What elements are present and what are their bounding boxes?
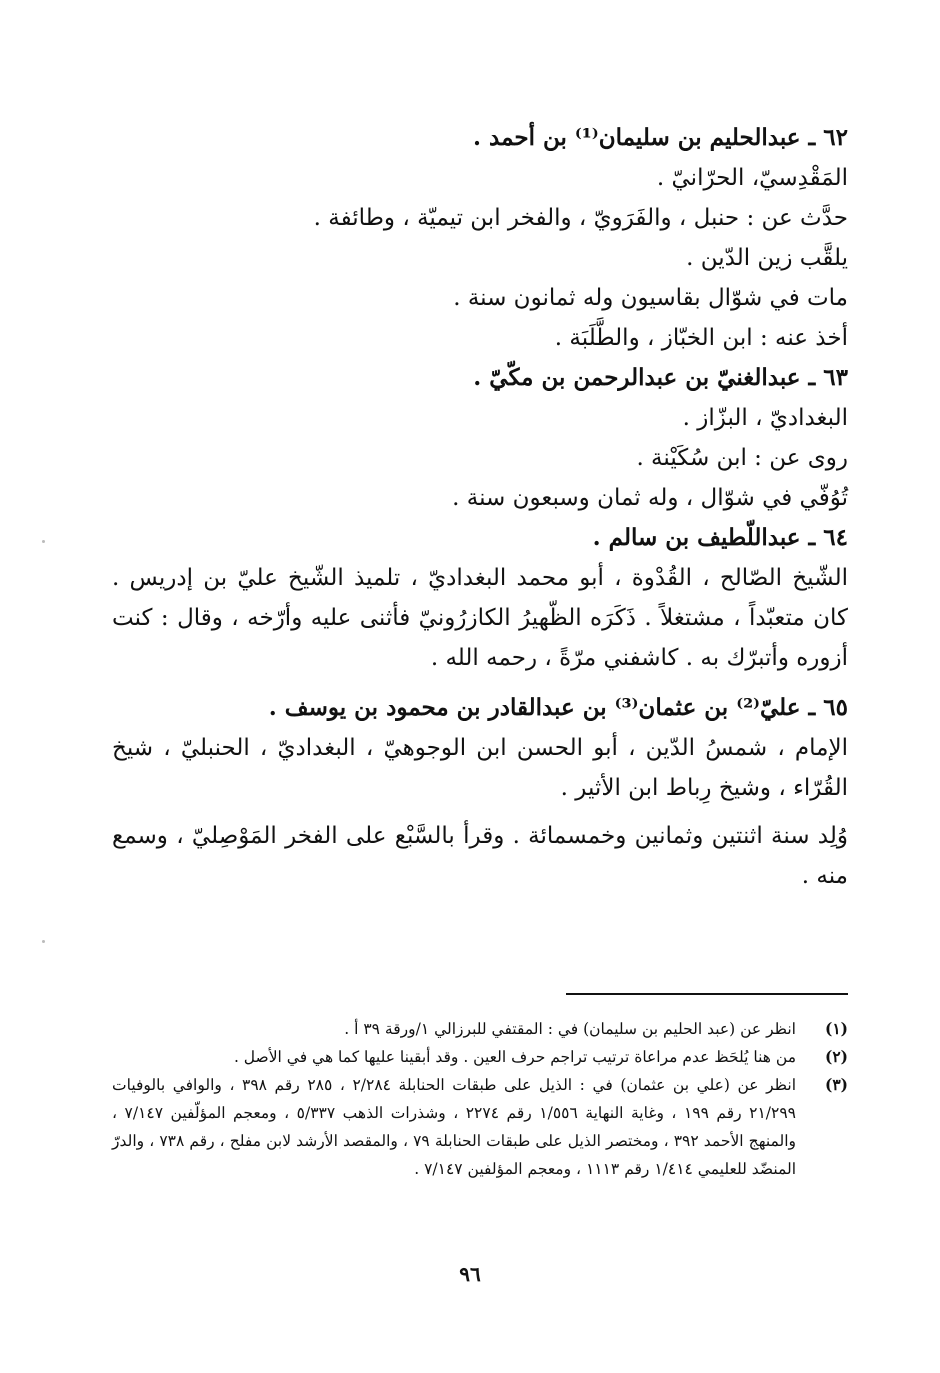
scan-speck bbox=[42, 940, 45, 943]
page-number: ٩٦ bbox=[459, 1262, 481, 1286]
entry-62-line: المَقْدِسيّ، الحرّانيّ . bbox=[656, 165, 848, 191]
footnote-number: (٣) bbox=[824, 1075, 848, 1094]
entry-63-line: تُوُفّي في شوّال ، وله ثمان وسبعون سنة . bbox=[452, 485, 848, 511]
entry-62-line: يلقَّب زين الدّين . bbox=[686, 245, 848, 271]
scan-speck bbox=[42, 540, 45, 543]
footnote-3 bbox=[112, 1071, 848, 1183]
footnotes bbox=[112, 993, 848, 1183]
entry-62-line: أخذ عنه : ابن الخبّاز ، والطَّلَبَة . bbox=[554, 325, 848, 351]
footnote-divider bbox=[566, 993, 848, 995]
footnote-1 bbox=[112, 1015, 848, 1043]
entry-65-paragraph: وُلِد سنة اثنتين وثمانين وخمسمائة . وقرأ بالسَّبْع على الفخر المَوْصِليّ ، وسمع منه . bbox=[112, 823, 848, 889]
footnote-text: من هنا يُلحَظ عدم مراعاة ترتيب تراجم حرف العين . وقد أبقينا عليها كما هي في الأصل . bbox=[233, 1048, 796, 1066]
entry-62-line: مات في شوّال بقاسيون وله ثمانون سنة . bbox=[453, 285, 848, 311]
entry-63-title: ٦٣ ـ عبدالغنيّ بن عبدالرحمن بن مكّيّ . bbox=[473, 364, 848, 391]
entry-64-paragraph: الشّيخ الصّالح ، القُدْوة ، أبو محمد البغداديّ ، تلميذ الشّيخ عليّ بن إدريس . كان متعبّداً ، مشتغلاً . ذَكَرَه الظّهيرُ الكازرُونيّ فأثنى عليه وأرّخه ، وقال : كنت أزوره وأتبرّك به . كاشفني مرّةً ، رحمه الله . bbox=[112, 565, 848, 671]
entry-63-line: البغداديّ ، البزّاز . bbox=[682, 405, 848, 431]
footnote-text: انظر عن (عبد الحليم بن سليمان) في : المقتفي للبرزالي ١/ورقة ٣٩ أ . bbox=[344, 1020, 796, 1038]
entry-62-title: ٦٢ ـ عبدالحليم بن سليمان⁽¹⁾ بن أحمد . bbox=[473, 124, 848, 151]
entry-65-title: ٦٥ ـ عليّ⁽²⁾ بن عثمان⁽³⁾ بن عبدالقادر بن محمود بن يوسف . bbox=[268, 694, 848, 721]
entry-62-line: حدَّث عن : حنبل ، والفَرَويّ ، والفخر ابن تيميّة ، وطائفة . bbox=[313, 205, 848, 231]
footnote-2 bbox=[112, 1043, 848, 1071]
main-text bbox=[112, 118, 848, 896]
footnote-number: (٢) bbox=[824, 1047, 848, 1066]
footnote-number: (١) bbox=[824, 1019, 848, 1038]
entry-64-title: ٦٤ ـ عبداللّطيف بن سالم . bbox=[592, 524, 848, 551]
entry-63-line: روى عن : ابن سُكَيْنة . bbox=[636, 445, 848, 471]
entry-65-paragraph: الإمام ، شمسُ الدّين ، أبو الحسن ابن الوجوهيّ ، البغداديّ ، الحنبليّ ، شيخ القُرّاء ، وشيخ رِباط ابن الأثير . bbox=[112, 735, 848, 801]
footnote-text: انظر عن (علي بن عثمان) في : الذيل على طبقات الحنابلة ٢/٢٨٤ ، ٢٨٥ رقم ٣٩٨ ، والوافي بالوفيات ٢١/٢٩٩ رقم ١٩٩ ، وغاية النهاية ١/٥٥٦ رقم ٢٢٧٤ ، وشذرات الذهب ٥/٣٣٧ ، ومعجم المؤلّفين ٧/١٤٧ ، والمنهج الأحمد ٣٩٢ ، ومختصر الذيل على طبقات الحنابلة ٧٩ ، والمقصد الأرشد لابن مفلح ، رقم ٧٣٨ ، والدرّ المنضّد للعليمي ١/٤١٤ رقم ١١١٣ ، ومعجم المؤلفين ٧/١٤٧ . bbox=[112, 1076, 797, 1178]
